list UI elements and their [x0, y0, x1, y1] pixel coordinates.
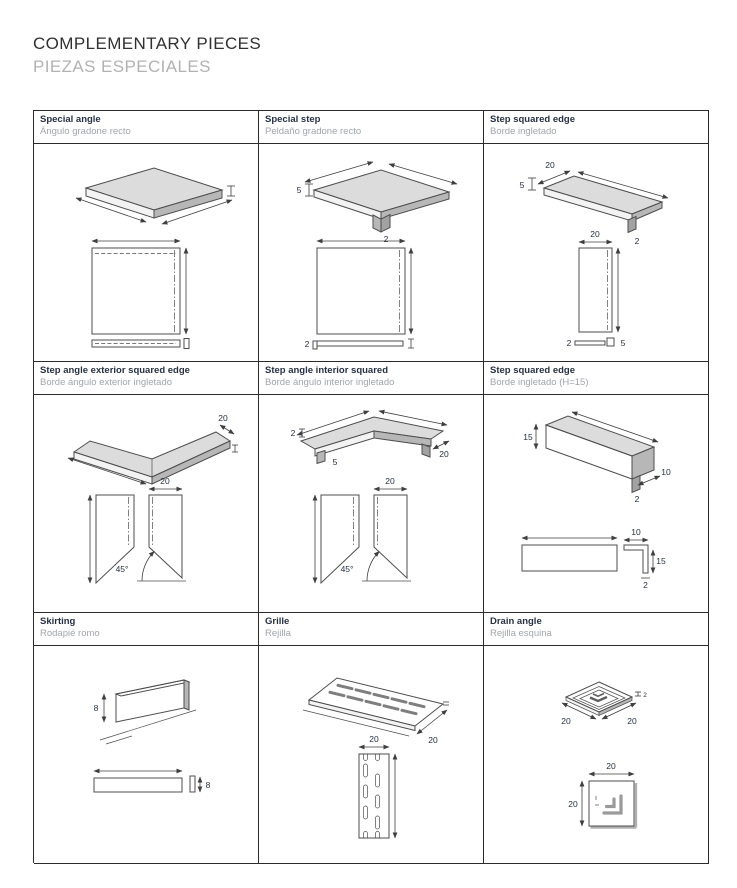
- grille-drawing: [259, 646, 483, 863]
- elevation-view: [94, 771, 182, 792]
- piece-name-en: Drain angle: [490, 616, 542, 627]
- dim-plan-width: 20: [369, 734, 379, 744]
- cell-step-squared-edge-h15: [484, 362, 709, 613]
- cell-drawing: [34, 144, 258, 361]
- piece-name-es: Rejilla: [265, 628, 291, 640]
- iso-view: [68, 413, 238, 484]
- dim-angle: 45°: [115, 564, 129, 574]
- cell-drain-angle: [484, 613, 709, 864]
- side-view: [305, 339, 414, 349]
- dim-side-edge: 5: [620, 338, 626, 348]
- cell-drawing: [259, 646, 483, 863]
- drain-angle-drawing: [484, 646, 708, 863]
- plan-view: [579, 229, 618, 332]
- iso-view: [297, 162, 457, 244]
- special-step-drawing: [259, 144, 483, 361]
- step-squared-edge-h15-drawing: [484, 395, 708, 612]
- dim-iso-lip: 2: [634, 236, 640, 246]
- side-view: [567, 338, 626, 348]
- step-squared-edge-drawing: [484, 144, 708, 361]
- iso-view: [291, 411, 449, 467]
- piece-name-en: Skirting: [40, 616, 76, 627]
- dim-iso-lip: 2: [634, 494, 640, 504]
- dim-iso-thickness: 5: [519, 180, 525, 190]
- piece-name-en: Step squared edge: [490, 365, 575, 376]
- cell-step-angle-interior: [259, 362, 484, 613]
- special-angle-drawing: [34, 144, 258, 361]
- dim-iso-left: 20: [561, 716, 571, 726]
- piece-name-en: Grille: [265, 616, 290, 627]
- dim-profile-lip: 2: [643, 580, 648, 590]
- piece-name-es: Borde ángulo exterior ingletado: [40, 377, 173, 389]
- piece-name-es: Peldaño gradone recto: [265, 126, 362, 138]
- cell-header: [34, 613, 258, 646]
- cell-header: [484, 111, 708, 144]
- dim-iso-width: 20: [218, 413, 228, 423]
- dim-iso-width: 20: [439, 449, 449, 459]
- cell-header: [259, 362, 483, 395]
- cell-step-angle-exterior: [34, 362, 259, 613]
- dim-iso-height: 8: [93, 703, 99, 713]
- iso-view: [561, 682, 647, 726]
- cell-header: [259, 111, 483, 144]
- cell-header: [484, 613, 708, 646]
- dim-iso-thickness: 2: [643, 692, 647, 699]
- piece-name-en: Special step: [265, 114, 321, 125]
- cell-drawing: [484, 646, 708, 863]
- plan-view: [359, 734, 395, 838]
- cell-header: [34, 111, 258, 144]
- dim-angle: 45°: [340, 564, 354, 574]
- cell-drawing: [259, 144, 483, 361]
- dim-iso-lip: 2: [290, 428, 296, 438]
- dim-iso-width: 10: [661, 467, 671, 477]
- iso-view: [76, 168, 235, 224]
- dim-iso-width: 20: [545, 160, 555, 170]
- cell-grille: [259, 613, 484, 864]
- piece-name-es: Rodapié romo: [40, 628, 100, 640]
- cell-drawing: [484, 395, 708, 612]
- dim-profile-height: 15: [656, 556, 666, 566]
- dim-plan-width: 20: [590, 229, 600, 239]
- plan-view: [568, 761, 636, 828]
- piece-name-es: Borde ángulo interior ingletado: [265, 377, 395, 389]
- cell-drawing: [259, 395, 483, 612]
- dim-side-lip: 2: [304, 339, 310, 349]
- iso-view: [523, 412, 671, 504]
- piece-name-en: Step angle interior squared: [265, 365, 388, 376]
- piece-name-es: Borde ingletado (H=15): [490, 377, 589, 389]
- cell-skirting: [34, 613, 259, 864]
- dim-plan-width: 20: [606, 761, 616, 771]
- dim-plan-width: 20: [160, 476, 170, 486]
- cell-header: [484, 362, 708, 395]
- dim-profile-height: 8: [205, 780, 211, 790]
- dim-iso-right: 20: [627, 716, 637, 726]
- side-view: [92, 339, 189, 349]
- dim-iso-width: 20: [428, 735, 438, 745]
- profile-view: [190, 776, 211, 792]
- step-angle-exterior-drawing: [34, 395, 258, 612]
- page-title: COMPLEMENTARY PIECES: [33, 34, 262, 53]
- dim-iso-edge: 5: [332, 457, 338, 467]
- piece-name-en: Step angle exterior squared edge: [40, 365, 190, 376]
- dim-profile-width: 10: [631, 527, 641, 537]
- plan-view: [315, 476, 411, 583]
- piece-name-es: Rejilla esquina: [490, 628, 552, 640]
- piece-name-es: Ángulo gradone recto: [40, 126, 131, 138]
- cell-step-squared-edge: [484, 111, 709, 362]
- skirting-drawing: [34, 646, 258, 863]
- iso-view: [94, 680, 196, 744]
- plan-view: [90, 476, 186, 583]
- plan-view: [92, 241, 186, 334]
- cell-drawing: [484, 144, 708, 361]
- piece-name-en: Special angle: [40, 114, 101, 125]
- cell-drawing: [34, 646, 258, 863]
- cell-special-angle: [34, 111, 259, 362]
- plan-view: [317, 241, 411, 334]
- dim-side-lip: 2: [566, 338, 572, 348]
- dim-iso-thickness: 5: [296, 185, 302, 195]
- cell-header: [34, 362, 258, 395]
- piece-name-es: Borde ingletado: [490, 126, 557, 138]
- cell-special-step: [259, 111, 484, 362]
- page-subtitle: PIEZAS ESPECIALES: [33, 57, 211, 76]
- elevation-view: [522, 538, 617, 571]
- dim-iso-height: 15: [523, 432, 533, 442]
- step-angle-interior-drawing: [259, 395, 483, 612]
- profile-view: [624, 527, 666, 590]
- pieces-table: [33, 110, 709, 863]
- dim-plan-width: 20: [385, 476, 395, 486]
- cell-drawing: [34, 395, 258, 612]
- dim-iso-lip: 2: [383, 234, 389, 244]
- piece-name-en: Step squared edge: [490, 114, 575, 125]
- dim-plan-height: 20: [568, 799, 578, 809]
- cell-header: [259, 613, 483, 646]
